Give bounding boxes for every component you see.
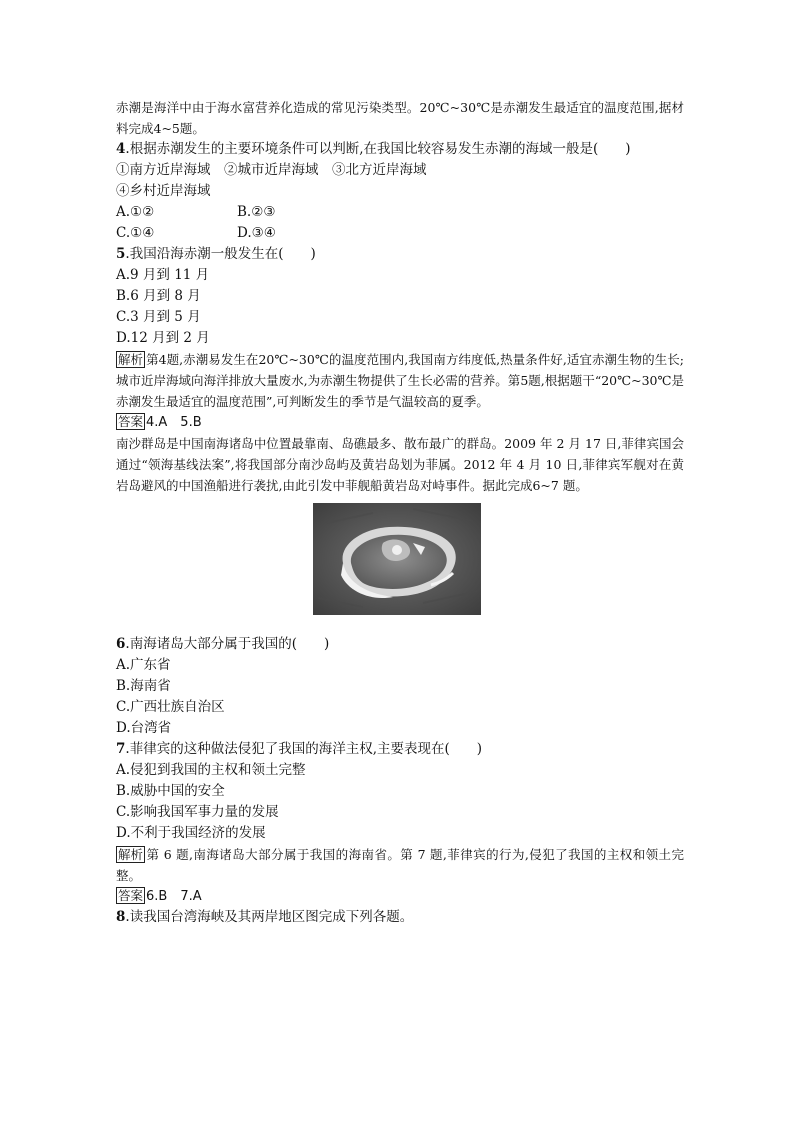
option-a: A.侵犯到我国的主权和领土完整 (116, 762, 306, 778)
question-7 (116, 739, 684, 760)
analysis-block (116, 844, 684, 886)
option-d: D.不利于我国经济的发展 (116, 825, 266, 841)
question-stem: .读我国台湾海峡及其两岸地区图完成下列各题。 (125, 909, 414, 925)
option-b: B.威胁中国的安全 (116, 783, 225, 799)
option-a: A.①② (116, 204, 155, 220)
question-number: 4 (116, 141, 126, 157)
figure-container (116, 503, 684, 624)
analysis-tag: 解析 (118, 847, 144, 862)
answer-tag: 答案 (118, 414, 144, 429)
analysis-tag: 解析 (118, 352, 144, 367)
option-d: D.台湾省 (116, 720, 172, 736)
answer-tag: 答案 (118, 888, 144, 903)
analysis-text: 第 6 题,南海诸岛大部分属于我国的海南省。第 7 题,菲律宾的行为,侵犯了我国的主权和领土完整。 (116, 847, 684, 883)
answer-text: 4.A 5.B (146, 415, 202, 430)
analysis-text: 第4题,赤潮易发生在20℃~30℃的温度范围内,我国南方纬度低,热量条件好,适宜赤潮生物的生长;城市近岸海域向海洋排放大量废水,为赤潮生物提供了生长必需的营养。第5题,根据题干“20℃~30℃是赤潮发生最适宜的温度范围”,可判断发生的季节是气温较高的夏季。 (116, 352, 684, 409)
intro-passage-nansha: 南沙群岛是中国南海诸岛中位置最靠南、岛礁最多、散布最广的群岛。2009 年 2 月 17 日,菲律宾国会通过“领海基线法案”,将我国部分南沙岛屿及黄岩岛划为菲属。2012 年 4 月 10 日,菲律宾军舰对在黄岩岛避风的中国渔船进行袭扰,由此引发中菲舰船黄岩岛对峙事件。据此完成6~7 题。 (116, 436, 684, 493)
question-stem: .南海诸岛大部分属于我国的( ) (125, 636, 330, 652)
question-number: 7 (116, 741, 126, 757)
island-photo-graphic (313, 503, 481, 615)
option-a: A.广东省 (116, 657, 171, 673)
question-8 (116, 907, 684, 928)
question-6 (116, 634, 684, 655)
option-a: A.9 月到 11 月 (116, 267, 210, 283)
island-aerial-photo (313, 503, 481, 615)
answer-block (116, 886, 684, 907)
option-d: D.③④ (237, 225, 276, 241)
question-number: 8 (116, 909, 126, 925)
option-d: D.12 月到 2 月 (116, 330, 210, 346)
option-b: B.6 月到 8 月 (116, 288, 201, 304)
option-c: C.广西壮族自治区 (116, 699, 225, 715)
option-c: C.影响我国军事力量的发展 (116, 804, 279, 820)
option-b: B.②③ (237, 204, 276, 220)
document-page (116, 97, 684, 928)
answer-text: 6.B 7.A (146, 889, 202, 904)
option-row (116, 223, 684, 244)
option-row (116, 202, 684, 223)
question-number: 5 (116, 246, 126, 262)
question-stem: .菲律宾的这种做法侵犯了我国的海洋主权,主要表现在( ) (125, 741, 483, 757)
intro-passage-red-tide: 赤潮是海洋中由于海水富营养化造成的常见污染类型。20℃~30℃是赤潮发生最适宜的温度范围,据材料完成4~5题。 (116, 100, 684, 136)
question-stem: .根据赤潮发生的主要环境条件可以判断,在我国比较容易发生赤潮的海域一般是( ) (125, 141, 631, 157)
analysis-block (116, 349, 684, 412)
option-b: B.海南省 (116, 678, 171, 694)
question-4-items: ①南方近岸海域 ②城市近岸海域 ③北方近岸海域 (116, 162, 427, 178)
question-4-items: ④乡村近岸海域 (116, 183, 211, 199)
question-stem: .我国沿海赤潮一般发生在( ) (125, 246, 316, 262)
answer-block (116, 412, 684, 433)
option-c: C.①④ (116, 225, 155, 241)
option-c: C.3 月到 5 月 (116, 309, 201, 325)
question-4 (116, 139, 684, 160)
question-number: 6 (116, 636, 126, 652)
question-5 (116, 244, 684, 265)
